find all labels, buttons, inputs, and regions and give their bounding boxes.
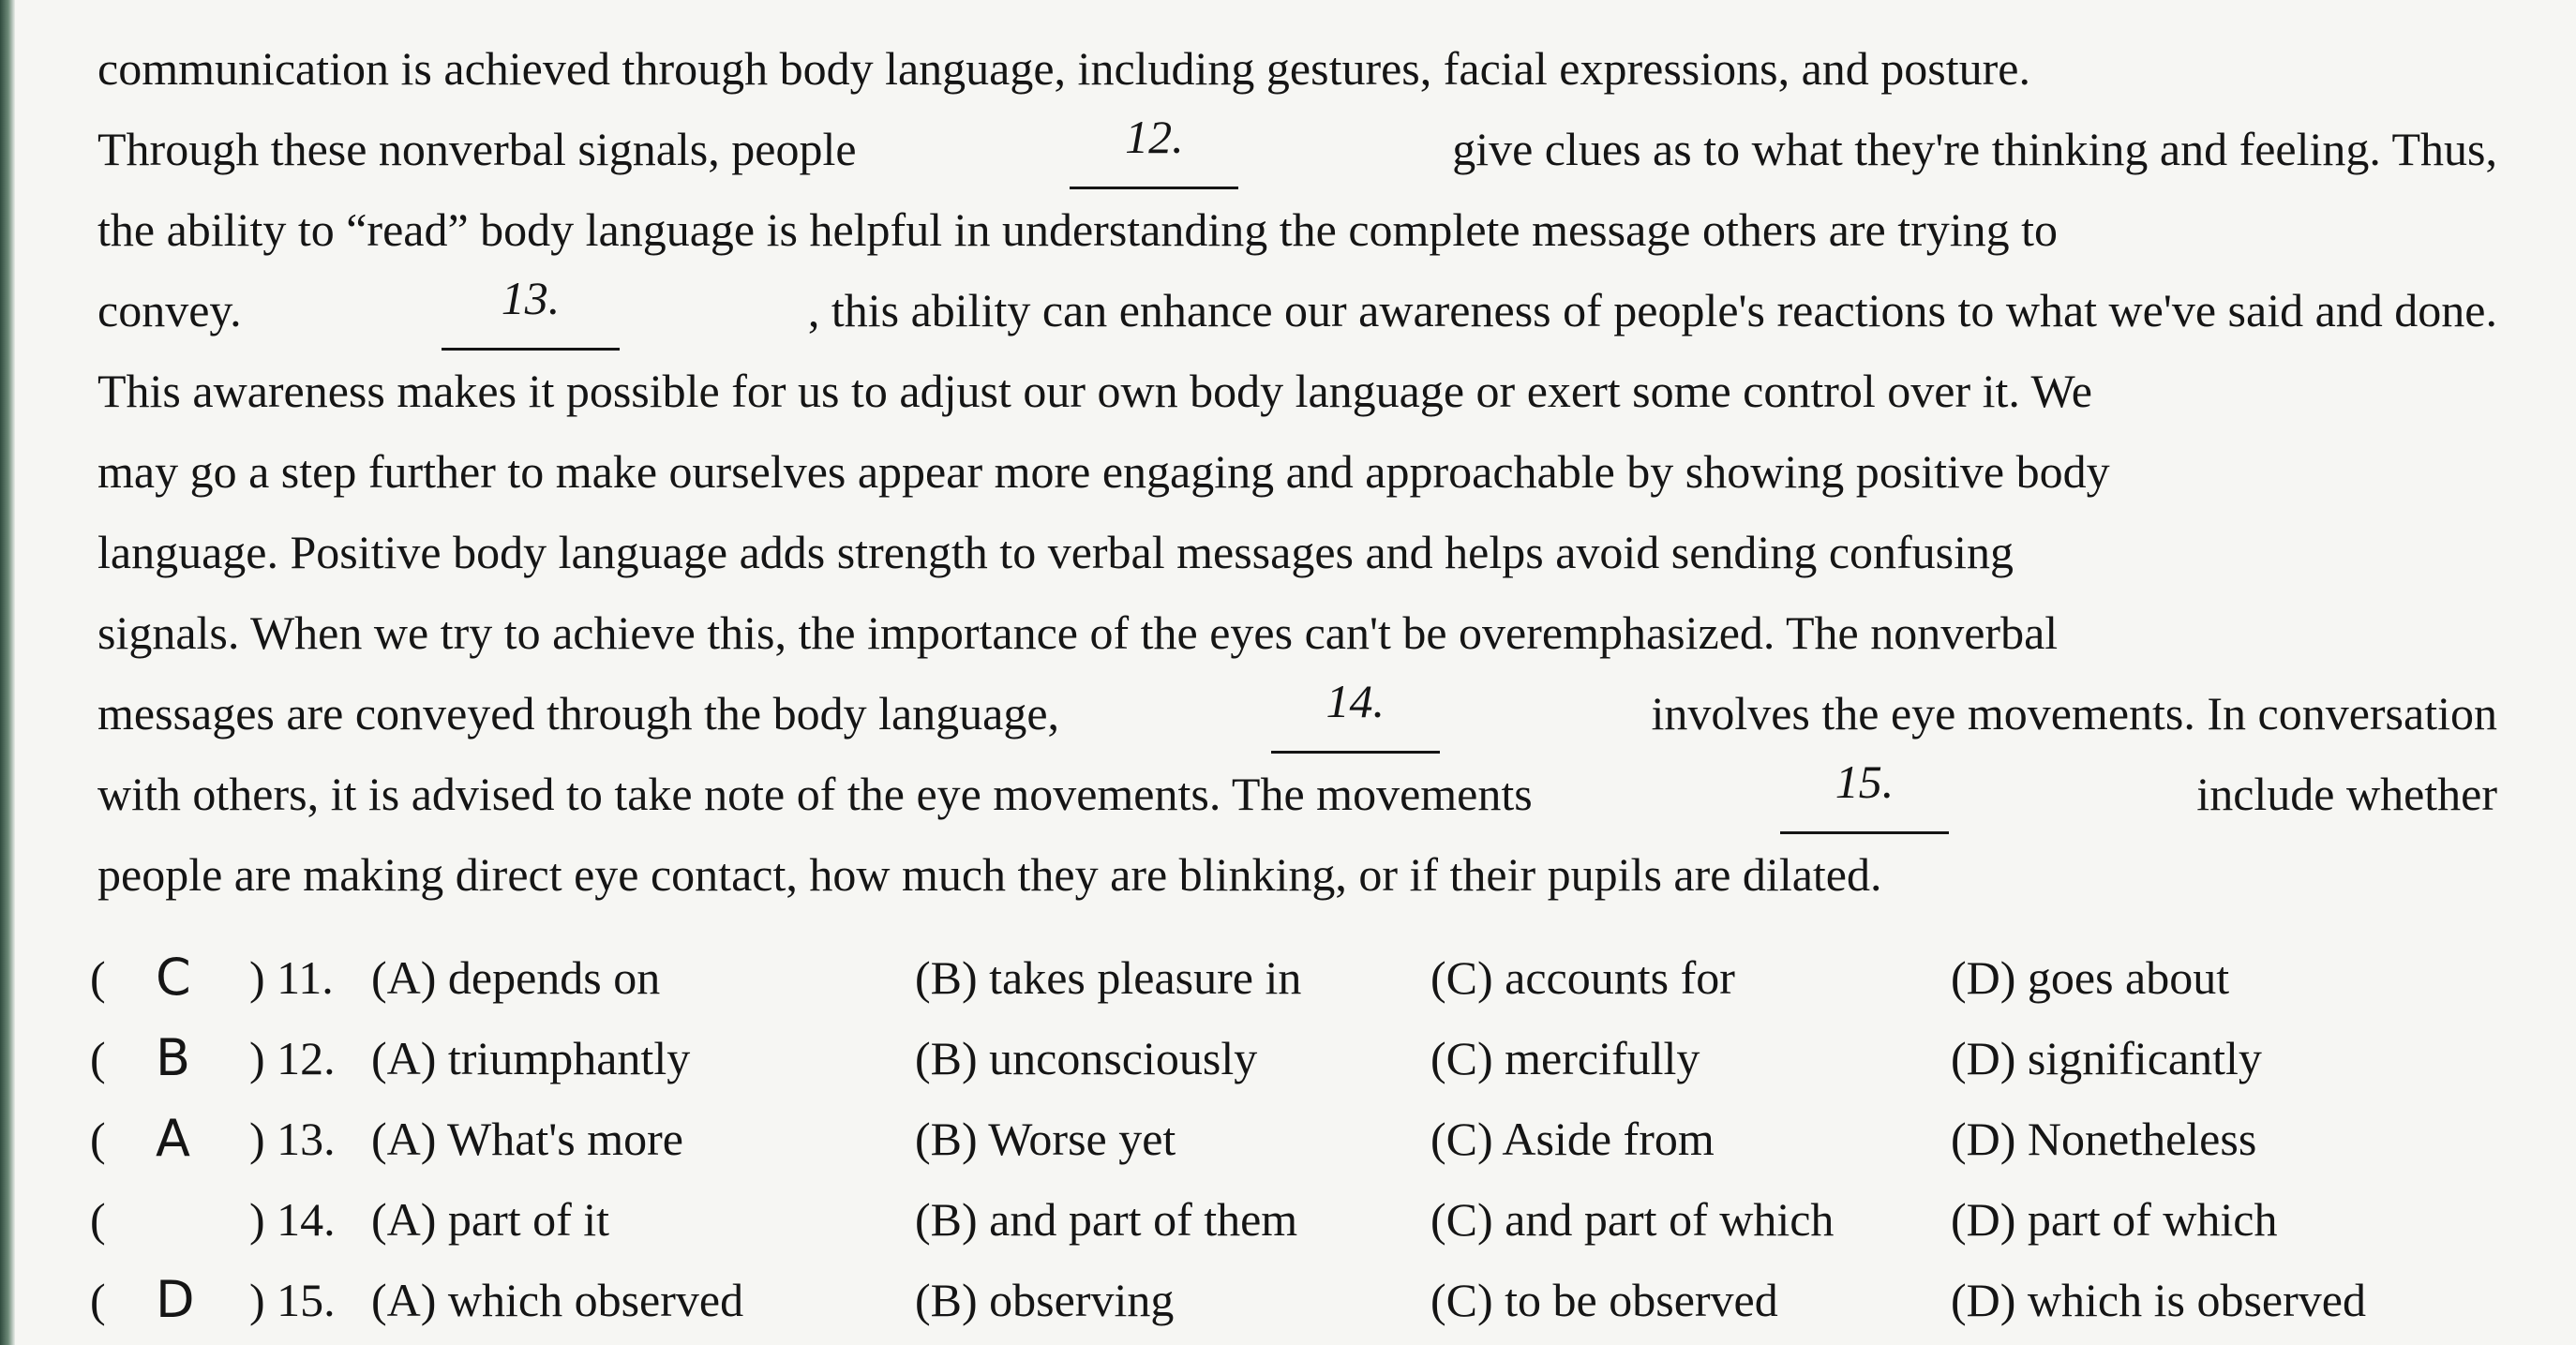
passage-text: give clues as to what they're thinking and feeling. Thus, [1440,123,2497,175]
question-number: ) 14. [249,1193,336,1246]
option-b: (B) unconsciously [915,1032,1258,1084]
question-row-11 [90,937,2490,1018]
option-b: (B) observing [915,1274,1175,1326]
passage-line [97,351,2497,431]
option-c: (C) accounts for [1430,951,1735,1004]
option-c: (C) to be observed [1430,1274,1778,1326]
passage-text: Through these nonverbal signals, people [97,123,869,175]
question-row-15 [90,1260,2490,1340]
passage-text: people are making direct eye contact, how much they are blinking, or if their pupils are dilated. [97,848,1882,901]
option-d: (D) significantly [1951,1032,2262,1084]
option-c: (C) and part of which [1430,1193,1835,1246]
question-number: ) 12. [249,1032,336,1084]
passage-text: the ability to “read” body language is helpful in understanding the complete message others are trying to [97,203,2059,256]
passage-text: involves the eye movements. In conversation [1639,687,2497,740]
passage-text: This awareness makes it possible for us to adjust our own body language or exert some control over it. We [97,365,2092,417]
handwritten-answer: C [156,948,191,1007]
option-a: (A) triumphantly [371,1032,691,1084]
passage-line [97,512,2497,592]
answer-paren: ( [90,951,106,1004]
option-d: (D) goes about [1951,951,2230,1004]
option-a: (A) What's more [371,1113,683,1165]
option-d: (D) which is observed [1951,1274,2366,1326]
option-a: (A) depends on [371,951,661,1004]
passage-text: messages are conveyed through the body language, [97,687,1071,740]
option-b: (B) and part of them [915,1193,1298,1246]
passage-line [97,592,2497,673]
passage-text: signals. When we try to achieve this, the importance of the eyes can't be overemphasized. The nonverbal [97,606,2059,659]
option-a: (A) which observed [371,1274,744,1326]
blank-15: 15. [1780,754,1949,834]
question-row-13 [90,1098,2490,1179]
passage-text: convey. [97,284,254,336]
passage-text: with others, it is advised to take note of the eye movements. The movements [97,768,1545,820]
passage-text: include whether [2184,768,2497,820]
handwritten-answer: D [156,1270,195,1329]
option-d: (D) part of which [1951,1193,2278,1246]
option-b: (B) Worse yet [915,1113,1176,1165]
passage-line [97,673,2497,754]
handwritten-answer: B [156,1028,191,1087]
page-edge-shadow [0,0,15,1345]
answer-paren: ( [90,1113,106,1165]
question-row-12 [90,1018,2490,1098]
question-number: ) 11. [249,951,334,1004]
answer-paren: ( [90,1032,106,1084]
option-b: (B) takes pleasure in [915,951,1302,1004]
passage-line [97,270,2497,351]
blank-14: 14. [1271,673,1440,754]
answer-paren: ( [90,1274,106,1326]
answer-paren: ( [90,1193,106,1246]
reading-passage [97,28,2497,915]
blank-13: 13. [442,270,620,351]
handwritten-answer: A [156,1109,190,1168]
passage-text: , this ability can enhance our awareness of people's reactions to what we've said and done. [807,284,2497,336]
option-c: (C) mercifully [1430,1032,1700,1084]
passage-line [97,754,2497,834]
passage-line [97,834,2497,915]
passage-text: language. Positive body language adds strength to verbal messages and helps avoid sending confusing [97,526,2014,578]
blank-12: 12. [1070,109,1238,189]
option-d: (D) Nonetheless [1951,1113,2257,1165]
question-list [90,937,2490,1340]
question-number: ) 13. [249,1113,336,1165]
passage-text: communication is achieved through body language, including gestures, facial expressions, and posture. [97,42,2030,95]
question-row-14 [90,1179,2490,1260]
option-a: (A) part of it [371,1193,610,1246]
passage-line [97,189,2497,270]
passage-line [97,431,2497,512]
passage-line [97,28,2497,109]
option-c: (C) Aside from [1430,1113,1715,1165]
passage-line [97,109,2497,189]
passage-text: may go a step further to make ourselves appear more engaging and approachable by showing positive body [97,445,2110,498]
question-number: ) 15. [249,1274,336,1326]
